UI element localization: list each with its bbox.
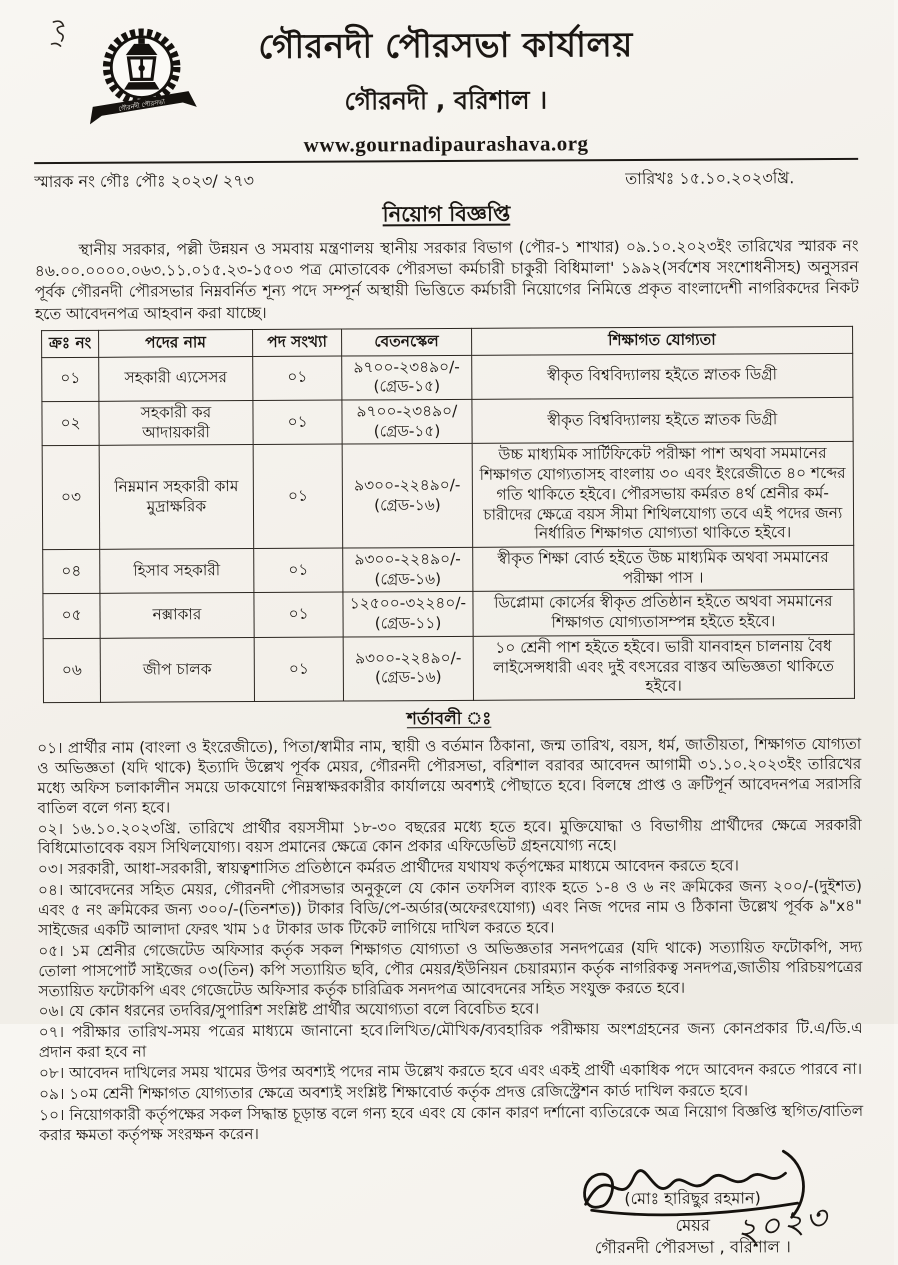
memo-date: তারিখঃ ১৫.১০.২০২৩খ্রি.: [625, 165, 794, 193]
signatory-office: গৌরনদী পৌরসভা , বরিশাল ।: [528, 1233, 858, 1262]
office-location: গৌরনদী , বরিশাল ।: [34, 79, 858, 126]
table-row: [42, 442, 853, 550]
col-serial: ক্রঃ নং: [42, 330, 99, 357]
office-title: গৌরনদী পৌরসভা কার্যালয়: [33, 18, 857, 79]
cell-pay-scale: ১২৫০০-৩২২৪০/- (গ্রেড-১১): [343, 592, 473, 637]
cell-post-name: জীপ চালক: [100, 637, 254, 702]
table-row: [42, 353, 853, 402]
term-item: ০৩। সরকারী, আধা-সরকারী, স্বায়ত্বশাসিত প্রতিষ্ঠানে কর্মরত প্রার্থীদের যথাযথ কর্তৃপক্ষের মাধ্যমে আবেদন করতে হবে।: [38, 856, 862, 880]
terms-title: শর্তাবলী ঃ: [37, 704, 861, 736]
term-item: ০৮। আবেদন দাখিলের সময় খামের উপর অবশ্যই পদের নাম উল্লেখ করতে হবে এবং একই প্রার্থী একাধিক পদে আবেদন করতে পারবে না।: [39, 1060, 863, 1084]
cell-post-count: ০১: [254, 592, 343, 637]
signatory-name: (মোঃ হারিছুর রহমান): [528, 1184, 858, 1213]
cell-serial: ০৫: [43, 594, 100, 639]
term-item: ০২। ১৬.১০.২০২৩খ্রি. তারিখে প্রার্থীর বয়সসীমা ১৮-৩০ বছরের মধ্যে হতে হবে। মুক্তিযোদ্ধা ও বিভাগীয় প্রার্থীদের ক্ষেত্রে সরকারী বিধিমোতাবেক বয়স সিথিলযোগ্য। বয়স প্রমানের ক্ষেত্রে কোন প্রকার এফিডেভিট গ্রহনযোগ্য নহে।: [38, 815, 862, 859]
cell-serial: ০১: [42, 357, 99, 402]
term-item: ০৪। আবেদনের সহিত মেয়র, গৌরনদী পৌরসভার অনুকূলে যে কোন তফসিল ব্যাংক হতে ১-৪ ও ৬ নং ক্রমিকের জন্য ২০০/-(দুইশত) এবং ৫ নং ক্রমিকের জন্য ৩০০/-(তিনশত)) টাকার বিডি/পে-অর্ডার(অফেরৎযোগ্য) এবং নিজ পদের নাম ও ঠিকানা উল্লেখ পূর্বক ৯"x৪" সাইজের একটি আলাদা ফেরৎ খাম ১৫ টাকার ডাক টিকেট লাগিয়ে দাখিল করতে হবে।: [38, 877, 862, 941]
cell-pay-scale: ৯৩০০-২২৪৯০/- (গ্রেড-১৬): [343, 547, 473, 592]
cell-qualification: স্বীকৃত শিক্ষা বোর্ড হইতে উচ্চ মাধ্যমিক অথবা সমমানের পরীক্ষা পাস ।: [472, 545, 853, 591]
posts-table-body: [42, 353, 854, 703]
term-item: ১০। নিয়োগকারী কর্তৃপক্ষের সকল সিদ্ধান্ত চূড়ান্ত বলে গন্য হবে এবং যে কোন কারণ দর্শানো ব্যতিরেকে অত্র নিয়োগ বিজ্ঞপ্তি স্থগিত/বাতিল করার ক্ষমতা কর্তৃপক্ষ সংরক্ষন করেন।: [39, 1102, 863, 1146]
cell-post-count: ০১: [254, 637, 343, 702]
cell-post-count: ০১: [253, 400, 342, 445]
table-header-row: [42, 326, 853, 357]
cell-post-count: ০১: [253, 444, 343, 548]
logo-banner-text: গৌরনদী পৌরসভা: [118, 96, 167, 113]
cell-serial: ০৩: [42, 446, 99, 550]
memo-row: [34, 165, 858, 196]
term-item: ০৬। যে কোন ধরনের তদবির/সুপারিশ সংশ্লিষ্ট প্রার্থীর অযোগ্যতা বলে বিবেচিত হবে।: [39, 998, 863, 1022]
table-row: [43, 590, 854, 639]
paurashava-seal-logo: [85, 17, 198, 134]
cell-serial: ০২: [42, 401, 99, 446]
term-item: ০৭। পরীক্ষার তারিখ-সময় পত্রের মাধ্যমে জানানো হবে।লিখিত/মৌখিক/ব্যবহারিক পরীক্ষায় অংশগ্রহনের জন্য কোনপ্রকার টি.এ/ডি.এ প্রদান করা হবে না: [39, 1019, 863, 1063]
col-post-count: পদ সংখ্যা: [252, 329, 341, 356]
cell-serial: ০৬: [43, 638, 100, 702]
cell-post-name: হিসাব সহকারী: [100, 549, 254, 594]
cell-pay-scale: ৯৭০০-২৩৪৯০/- (গ্রেড-১৫): [342, 355, 472, 400]
col-post-name: পদের নাম: [98, 329, 252, 357]
term-item: ০৯। ১০ম শ্রেনী শিক্ষাগত যোগ্যতার ক্ষেত্রে অবশ্যই সংশ্লিষ্ট শিক্ষাবোর্ড কর্তৃক প্রদত্ত রেজিস্ট্রেশন কার্ড দাখিল করতে হবে।: [39, 1081, 863, 1105]
notice-title: নিয়োগ বিজ্ঞপ্তি: [34, 196, 858, 235]
paurashava-seal-icon: [85, 17, 198, 134]
vacancy-table: [41, 326, 855, 703]
cell-qualification: স্বীকৃত বিশ্ববিদ্যালয় হইতে স্নাতক ডিগ্রী: [472, 397, 853, 443]
term-item: ০১। প্রার্থীর নাম (বাংলা ও ইংরেজীতে), পিতা/স্বামীর নাম, স্থায়ী ও বর্তমান ঠিকানা, জন্ম তারিখ, বয়স, ধর্ম, জাতীয়তা, শিক্ষাগত যোগ্যতা ও অভিজ্ঞতা (যদি থাকে) ইত্যাদি উল্লেখ পূর্বক মেয়র, গৌরনদী পৌরসভা, বরিশাল বরাবর আবেদন আগামী ৩১.১০.২০২৩ইং তারিখের মধ্যে অফিস চলাকালীন সময়ে ডাকযোগে নিম্নস্বাক্ষরকারীর কার্যালয়ে অবশ্যই পৌছাতে হবে। বিলম্বে প্রাপ্ত ও ক্রটিপূর্ন আবেদনপত্র সরাসরি বাতিল বলে গন্য হবে।: [37, 735, 861, 819]
cell-post-name: সহকারী কর আদায়কারী: [99, 400, 253, 445]
cell-serial: ০৪: [43, 549, 100, 594]
col-qualification: শিক্ষাগত যোগ্যতা: [471, 326, 852, 355]
website-url: www.gournadipaurashava.org: [34, 130, 858, 159]
terms-list: [37, 735, 863, 1146]
cell-qualification: ১০ শ্রেনী পাশ হইতে হইবে। ভারী যানবাহন চালনায় বৈধ লাইসেন্সধারী এবং দুই বৎসরের বাস্তব অভিজ্ঞতা থাকিতে হইবে।: [473, 634, 854, 700]
cell-pay-scale: ৯৩০০-২২৪৯০/- (গ্রেড-১৬): [343, 636, 473, 701]
cell-post-count: ০১: [254, 548, 343, 593]
cell-qualification: ডিপ্লোমা কোর্সের স্বীকৃত প্রতিষ্ঠান হইতে অথবা সমমানের শিক্ষাগত যোগ্যতাসম্পন্ন হইতে হইবে।: [473, 590, 854, 636]
col-pay-scale: বেতনস্কেল: [342, 328, 472, 355]
signature-block: [527, 1142, 858, 1262]
cell-post-name: নিম্নমান সহকারী কাম মুদ্রাক্ষরিক: [99, 445, 254, 549]
table-row: [43, 634, 854, 702]
cell-qualification: উচ্চ মাধ্যমিক সার্টিফিকেট পরীক্ষা পাশ অথবা সমমানের শিক্ষাগত যোগ্যতাসহ বাংলায় ৩০ এবং ইংরেজীতে ৪০ শব্দের গতি থাকিতে হইবে। পৌরসভায় কর্মরত ৪র্থ শ্রেনীর কর্ম-চারীদের ক্ষেত্রে বয়স সীমা শিথিলযোগ্য তবে এই পদের জন্য নির্ধারিত শিক্ষাগত যোগ্যতা থাকিতে হইবে।: [472, 442, 854, 548]
cell-pay-scale: ৯৭০০-২৩৪৯০/ (গ্রেড-১৫): [342, 399, 472, 444]
cell-post-name: সহকারী এ্যসেসর: [99, 356, 253, 401]
cell-post-name: নক্সাকার: [100, 593, 254, 638]
memo-number: স্মারক নং গৌঃ পৌঃ ২০২৩/ ২৭৩: [34, 168, 254, 196]
header-divider: [34, 158, 858, 164]
cell-pay-scale: ৯৩০০-২২৪৯০/- (গ্রেড-১৬): [342, 444, 472, 548]
table-row: [43, 545, 854, 594]
document-header: [33, 10, 858, 159]
cell-post-count: ০১: [253, 356, 342, 401]
term-item: ০৫। ১ম শ্রেনীর গেজেটেড অফিসার কর্তৃক সকল শিক্ষাগত যোগ্যতা ও অভিজ্ঞতার সনদপত্রের (যদি থাকে) সত্যায়িত ফটোকপি, সদ্য তোলা পাসপোর্ট সাইজের ০৩(তিন) কপি সত্যায়িত ছবি, পৌর মেয়র/ইউনিয়ন চেয়ারম্যান কর্তৃক নাগরিকত্ব সনদপত্র,জাতীয় পরিচয়পত্রের সত্যায়িত ফটোকপি এবং গেজেটেড অফিসার কর্তৃক চারিত্রিক সনদপত্র আবেদনের সহিত সংযুক্ত করতে হবে।: [38, 938, 862, 1002]
intro-paragraph: স্থানীয় সরকার, পল্লী উন্নয়ন ও সমবায় মন্ত্রণালয় স্থানীয় সরকার বিভাগ (পৌর-১ শাখার) ০৯.১০.২০২৩ইং তারিখের স্মারক নং ৪৬.০০.০০০০.০৬৩.১১.০১৫.২৩-১৫০৩ পত্র মোতাবেক পৌরসভা কর্মচারী চাকুরী বিধিমালা' ১৯৯২(সর্বশেষ সংশোধনীসহ) অনুসরন পূর্বক গৌরনদী পৌরসভার নিম্নবর্নিত শূন্য পদে সম্পূর্ন অস্থায়ী ভিত্তিতে কর্মচারী নিয়োগের নিমিত্তে প্রকৃত বাংলাদেশী নাগরিকদের নিকট হতে আবেদনপত্র আহবান করা যাচ্ছে।: [35, 236, 859, 325]
table-row: [42, 397, 853, 446]
cell-qualification: স্বীকৃত বিশ্ববিদ্যালয় হইতে স্নাতক ডিগ্রী: [471, 353, 852, 399]
handwritten-year: ২০২৩: [732, 1191, 834, 1261]
signatory-designation: মেয়র: [675, 1215, 710, 1234]
